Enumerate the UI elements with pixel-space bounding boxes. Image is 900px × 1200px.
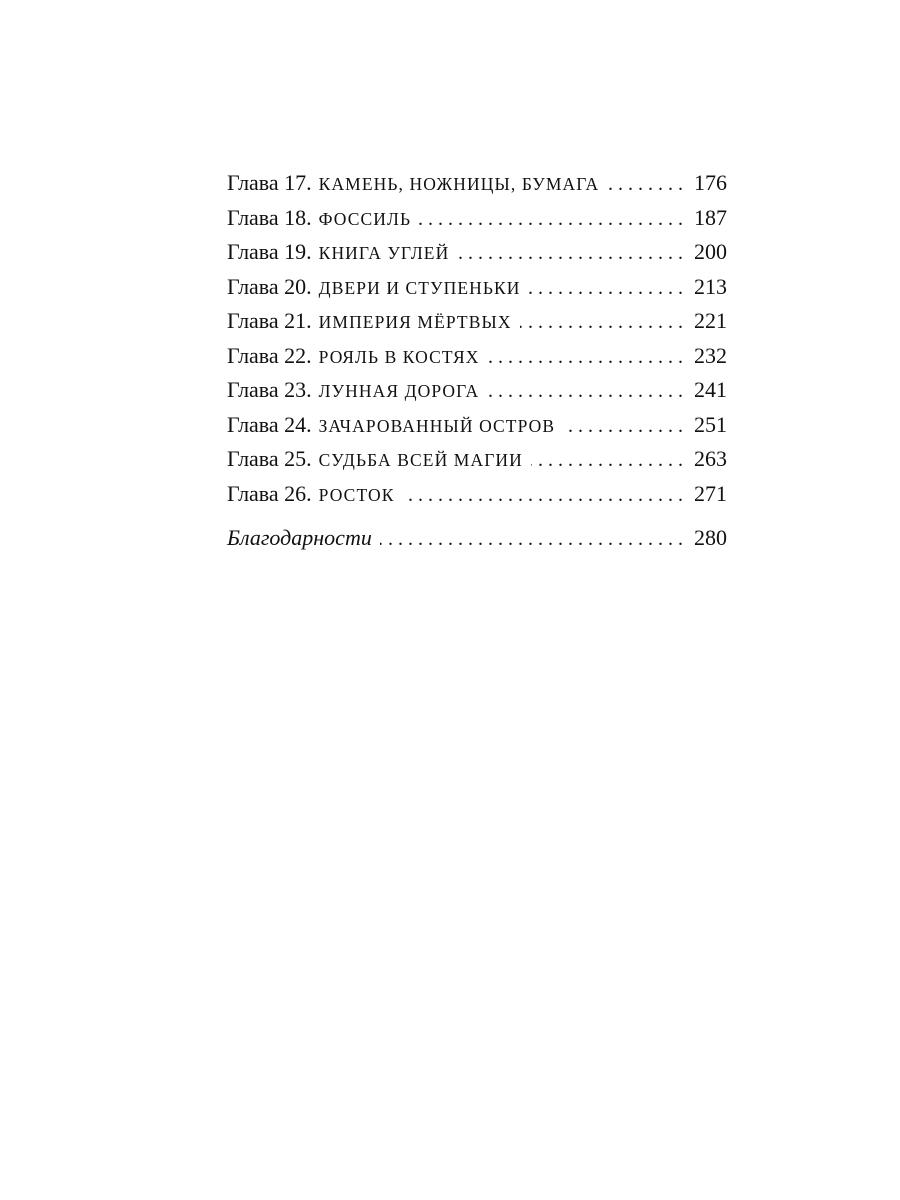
chapter-label: Глава 26. — [227, 480, 312, 506]
toc-entry — [227, 270, 727, 305]
chapter-title: СУДЬБА ВСЕЙ МАГИИ — [318, 450, 523, 470]
dot-leader — [488, 340, 683, 375]
chapter-title: ЛУННАЯ ДОРОГА — [318, 381, 480, 401]
toc-entry-acknowledgements — [227, 521, 727, 556]
toc-entry — [227, 304, 727, 339]
chapter-title: РОЯЛЬ В КОСТЯХ — [318, 346, 480, 367]
toc-entry — [227, 339, 727, 374]
dot-leader — [531, 443, 683, 478]
dot-leader — [457, 236, 683, 271]
dot-leader — [529, 271, 683, 306]
chapter-label: Глава 25. — [227, 446, 312, 471]
toc-entry — [227, 408, 727, 443]
chapter-title: КАМЕНЬ, НОЖНИЦЫ, БУМАГА — [318, 174, 600, 194]
page-number: 263 — [694, 446, 727, 471]
dot-leader — [563, 409, 683, 444]
dot-leader — [380, 522, 683, 557]
chapter-label: Глава 22. — [227, 342, 312, 368]
toc-entry — [227, 442, 727, 477]
toc-entry — [227, 235, 727, 270]
dot-leader — [487, 374, 683, 409]
chapter-label: Глава 23. — [227, 377, 312, 402]
chapter-title: ЗАЧАРОВАННЫЙ ОСТРОВ — [318, 415, 556, 436]
dot-leader — [419, 202, 683, 237]
chapter-title: ДВЕРИ И СТУПЕНЬКИ — [318, 277, 521, 298]
chapter-title: РОСТОК — [318, 484, 395, 505]
page-number: 187 — [694, 204, 727, 230]
chapter-label: Глава 20. — [227, 273, 312, 299]
chapter-label: Глава 17. — [227, 170, 312, 195]
chapter-label: Глава 24. — [227, 411, 312, 437]
page-number: 200 — [694, 239, 727, 264]
acknowledgements-title: Благодарности — [227, 525, 372, 550]
chapter-title: ИМПЕРИЯ МЁРТВЫХ — [318, 312, 512, 332]
page-number: 221 — [694, 308, 727, 333]
toc-entry — [227, 166, 727, 201]
page-number: 213 — [694, 273, 727, 299]
page-number: 280 — [694, 525, 727, 550]
dot-leader — [607, 167, 683, 202]
chapter-label: Глава 21. — [227, 308, 312, 333]
toc-entry — [227, 373, 727, 408]
toc-entry — [227, 477, 727, 512]
dot-leader — [403, 478, 683, 513]
page-number: 232 — [694, 342, 727, 368]
page-number: 176 — [694, 170, 727, 195]
dot-leader — [520, 305, 683, 340]
chapter-label: Глава 18. — [227, 204, 312, 230]
page-number: 251 — [694, 411, 727, 437]
chapter-title: ФОССИЛЬ — [318, 208, 412, 229]
page-number: 271 — [694, 480, 727, 506]
toc-entry — [227, 201, 727, 236]
chapter-label: Глава 19. — [227, 239, 312, 264]
page-number: 241 — [694, 377, 727, 402]
table-of-contents — [227, 166, 727, 556]
chapter-title: КНИГА УГЛЕЙ — [318, 243, 450, 263]
